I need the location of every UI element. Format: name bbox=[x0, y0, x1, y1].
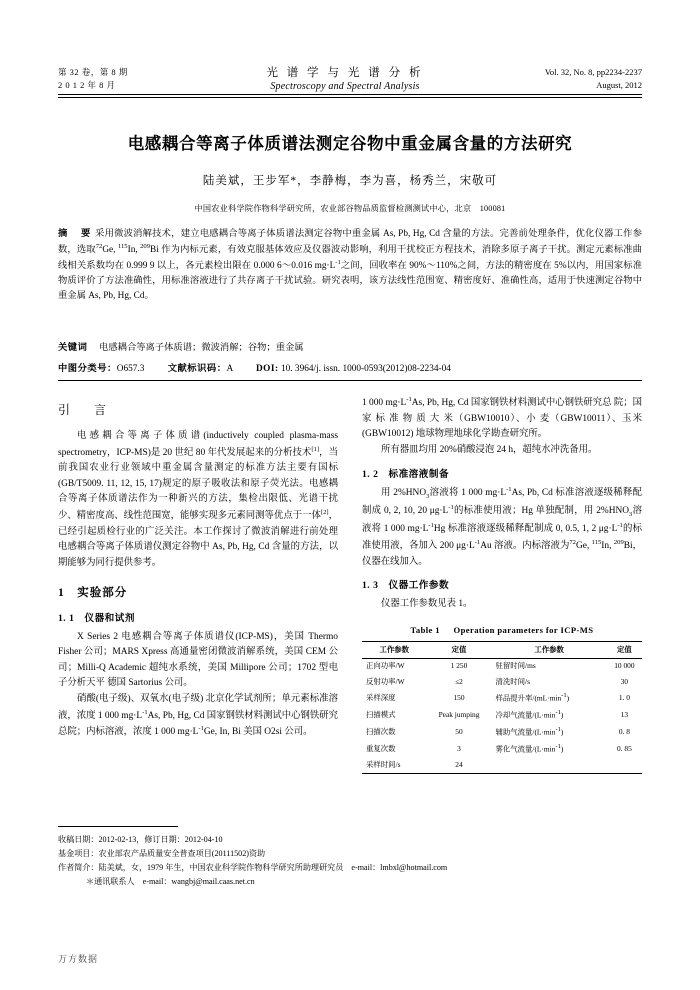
footnote-corresponding: ＊通讯联系人 e-mail：wangbj@mail.caas.net.cn bbox=[86, 876, 255, 886]
section1-1-paragraph-3: 所有器皿均用 20%硝酸浸泡 24 h，超纯水冲洗备用。 bbox=[381, 444, 598, 455]
clc-block bbox=[58, 360, 642, 374]
doctype-value: A bbox=[226, 364, 233, 374]
table-cell: 0. 85 bbox=[616, 743, 632, 753]
table-row bbox=[362, 658, 642, 674]
table-cell: 扫描次数 bbox=[366, 726, 396, 736]
table-cell: 1 250 bbox=[450, 661, 468, 671]
abstract-text: 采用微波消解技术，建立电感耦合等离子体质谱法测定谷物中重金属 As, Pb, Hg, Cd 含量的方法。完善前处理条件，优化仪器工作参数，选取$^{72}$Ge, $^{115}$In, $^{209}$Bi 作为内标元素，有效克服基体效应及仪器波动影响，利用干扰校正方程技术，消除多原子离子干扰。测定元素标准曲线相关系数均在 0.999 9 以上，各元素检出限在 0.000 6～0.016 $mg\cdot L^{-1}$之间，回收率在 90%～110%之间，方法的精密度在 5%以内，用国家标准物质评价了方法准确性，用标准溶液进行了共存离子干扰试验。研究表明，该方法线性范围宽、精密度好、准确性高，适用于快速测定谷物中重金属 As, Pb, Hg, Cd。 bbox=[58, 229, 642, 302]
table-caption-text: Operation parameters for ICP-MS bbox=[453, 624, 594, 635]
table-cell: 冷却气流量$/(L\cdot\min^{-1})$ bbox=[495, 709, 564, 720]
table-col-header-2: 工作参数 bbox=[534, 644, 564, 654]
footnotes-block bbox=[58, 833, 642, 889]
table-col-header-3: 定值 bbox=[616, 644, 632, 654]
table-row bbox=[362, 757, 642, 773]
section1-3-paragraph-1: 仪器工作参数见表 1。 bbox=[381, 599, 473, 610]
month-year: August, 2012 bbox=[596, 79, 642, 90]
vol-no-pages: Vol. 32, No. 8, pp2234-2237 bbox=[544, 67, 642, 77]
table-cell: 反射功率/W bbox=[366, 676, 405, 686]
column-right bbox=[362, 395, 642, 774]
intro-heading: 引 言 bbox=[58, 403, 113, 417]
abstract-label: 摘 要 bbox=[58, 229, 93, 239]
table-cell: 雾化气流量$/(L\cdot\min^{-1})$ bbox=[495, 743, 564, 754]
table-head bbox=[362, 642, 642, 658]
table-cell: 清洗时间/s bbox=[495, 676, 530, 686]
date-line: 2 0 1 2 年 8 月 bbox=[58, 79, 116, 90]
table-cell: 扫描模式 bbox=[366, 709, 396, 719]
doi-label: DOI: bbox=[255, 364, 279, 374]
table-cell: 正向功率/W bbox=[366, 661, 405, 671]
keywords-label: 关键词 bbox=[58, 343, 88, 353]
table-row bbox=[362, 707, 642, 724]
page-title: 电感耦合等离子体质谱法测定谷物中重金属含量的方法研究 bbox=[127, 134, 573, 153]
table-row bbox=[362, 724, 642, 741]
journal-header bbox=[58, 66, 642, 98]
table-cell: 样品提升率$/(mL\cdot\min^{-1})$ bbox=[495, 692, 570, 703]
journal-name-cn: 光 谱 学 与 光 谱 分 析 bbox=[266, 67, 424, 79]
table-cell: 0. 8 bbox=[618, 726, 630, 736]
page-range-block bbox=[512, 66, 642, 92]
section1-2-heading: 1. 2 标准溶液制备 bbox=[362, 468, 450, 480]
journal-name-en: Spectroscopy and Spectral Analysis bbox=[270, 81, 420, 92]
table-body bbox=[362, 658, 642, 773]
column-left bbox=[58, 395, 338, 741]
section1-heading: 1 实验部分 bbox=[58, 586, 128, 599]
table-row bbox=[362, 690, 642, 707]
table-cell: 驻留时间/ms bbox=[495, 661, 536, 671]
table-cell: 24 bbox=[455, 759, 463, 769]
section1-2-paragraph-1: 用 $2\%HNO_3$溶液将 1 000 $mg\cdot L^{-1}As$, Pb, Cd 标准溶液逐级稀释配制成 0, 2, 10, 20 $\mu g\cdot L^{-1}$的标准使用液；Hg 单独配制，用 $2\%HNO_3$溶液将 1 000 $mg\cdot L^{-1}Hg$ 标准溶液逐级稀释配制成 0, 0.5, 1, 2 $\mu g\cdot L^{-1}$的标准使用液，各加入 200 $\mu g\cdot L^{-1}Au$ 溶液。内标溶液为$^{72}$Ge, $^{115}$In, $^{209}$Bi，仪器在线加入。 bbox=[362, 486, 643, 567]
table-cell: 30 bbox=[620, 676, 629, 686]
keywords-text: 电感耦合等离子体质谱；微波消解；谷物；重金属 bbox=[99, 343, 304, 353]
affiliation: 中国农业科学院作物科学研究所，农业部谷物品质监督检测测试中心，北京 100081 bbox=[194, 204, 506, 213]
doi-value: 10. 3964/j. issn. 1000-0593(2012)08-2234-04 bbox=[280, 364, 451, 374]
clc-label: 中图分类号： bbox=[58, 364, 117, 374]
table-cell: 13 bbox=[620, 709, 629, 719]
watermark-label: 万方数据 bbox=[58, 954, 99, 964]
table-col-header-1: 定值 bbox=[451, 644, 467, 654]
table-cell: 重复次数 bbox=[366, 743, 396, 753]
table-cell: 3 bbox=[457, 743, 461, 753]
table-row bbox=[362, 674, 642, 689]
volume-issue-block bbox=[58, 66, 178, 92]
clc-value: O657.3 bbox=[116, 364, 145, 374]
journal-name-block bbox=[178, 64, 512, 92]
section1-1-paragraph-2: 硝酸(电子级)、双氧水(电子级) 北京化学试剂所；单元素标准溶液，浓度 1 000 $mg\cdot L^{-1}As$, Pb, Hg, Cd 国家钢铁材料测试中心钢铁研究总院；内标溶液，浓度 1 000 $mg\cdot L^{-1}Ge$, In, Bi 美国 O2si 公司。 bbox=[58, 694, 339, 738]
footnote-rule bbox=[58, 826, 178, 827]
table-col-header-0: 工作参数 bbox=[379, 644, 410, 654]
volume-line: 第 32 卷，第 8 期 bbox=[58, 67, 128, 77]
table-header-row bbox=[362, 642, 642, 658]
footnote-bio: 作者简介：陆美斌，女，1979 年生，中国农业科学院作物科学研究所助理研究员 e-mail：lmbxl@hotmail.com bbox=[58, 862, 448, 872]
section1-1-continued: 1 000 $mg\cdot L^{-1}As$, Pb, Hg, Cd 国家钢铁材料测试中心钢铁研究总 院；国 家 标 准 物 质 大 米（GBW10010）、小 麦（GBW10011）、玉米(GBW10012) 地球物理地球化学勘查研究所。 bbox=[362, 396, 643, 440]
table-cell bbox=[491, 757, 606, 773]
table-cell bbox=[607, 757, 642, 773]
table-cell: 采样时间/s bbox=[366, 759, 401, 769]
section1-3-heading: 1. 3 仪器工作参数 bbox=[362, 580, 450, 592]
table-cell: ≤2 bbox=[455, 676, 463, 686]
table-cell: 50 bbox=[455, 726, 463, 736]
header-rule-2 bbox=[58, 97, 642, 98]
section1-1-paragraph-1: X Series 2 电感耦合等离子体质谱仪(ICP-MS)，美国 Thermo Fisher 公司；MARS Xpress 高通量密闭微波消解系统，美国 CEM 公司；Milli-Q Academic 超纯水系统，美国 Millipore 公司；1702 型电子分析天平 德国 Sartorius 公司。 bbox=[58, 631, 338, 689]
table-caption-label: Table 1 bbox=[410, 624, 440, 635]
table-cell: 采样深度 bbox=[366, 692, 396, 702]
keywords-block bbox=[58, 341, 642, 357]
table-cell: 10 000 bbox=[614, 661, 635, 671]
table-cell: 150 bbox=[453, 692, 465, 702]
table-caption bbox=[362, 623, 642, 637]
doctype-label: 文献标识码： bbox=[167, 364, 227, 374]
table-cell: 1. 0 bbox=[618, 692, 630, 702]
table-row bbox=[362, 740, 642, 757]
section1-1-heading: 1. 1 仪器和试剂 bbox=[58, 612, 135, 624]
footnote-dates: 收稿日期：2012-02-13，修订日期：2012-04-10 bbox=[58, 835, 223, 844]
intro-paragraph-1: 电感耦合等离子体质谱(inductively coupled plasma-mass spectrometry，ICP-MS)是 20 世纪 80 年代发展起来的分析技术[1]，当前我国农业行业领域中重金属含量测定的标准方法主要有国标(GB/T5009. 11, 12, 15, 17)规定的原子吸收法和原子荧光法。电感耦合等离子体质谱法作为一种新兴的方法，集检出限低、光谱干扰少、精密度高、线性范围宽，能够实现多元素同测等优点于一体[2]，已经引起质检行业的广泛关注。本工作探讨了微波消解进行前处理电感耦合等离子体质谱仪测定谷物中 As, Pb, Hg, Cd 含量的方法，以期能够为同行提供参考。 bbox=[58, 430, 338, 569]
footnote-fund: 基金项目：农业部农产品质量安全普查项目(20111502)资助 bbox=[58, 848, 266, 858]
abstract-block bbox=[58, 227, 642, 304]
header-rule-1 bbox=[58, 94, 642, 95]
operation-parameters-table bbox=[362, 641, 642, 774]
keywords-rule bbox=[58, 380, 642, 381]
author-list: 陆美斌，王步军*，李静梅，李为喜，杨秀兰，宋敬可 bbox=[202, 175, 498, 187]
table-cell: Peak jumping bbox=[438, 709, 480, 719]
table-cell: 辅助气流量$/(L\cdot\min^{-1})$ bbox=[495, 726, 564, 737]
